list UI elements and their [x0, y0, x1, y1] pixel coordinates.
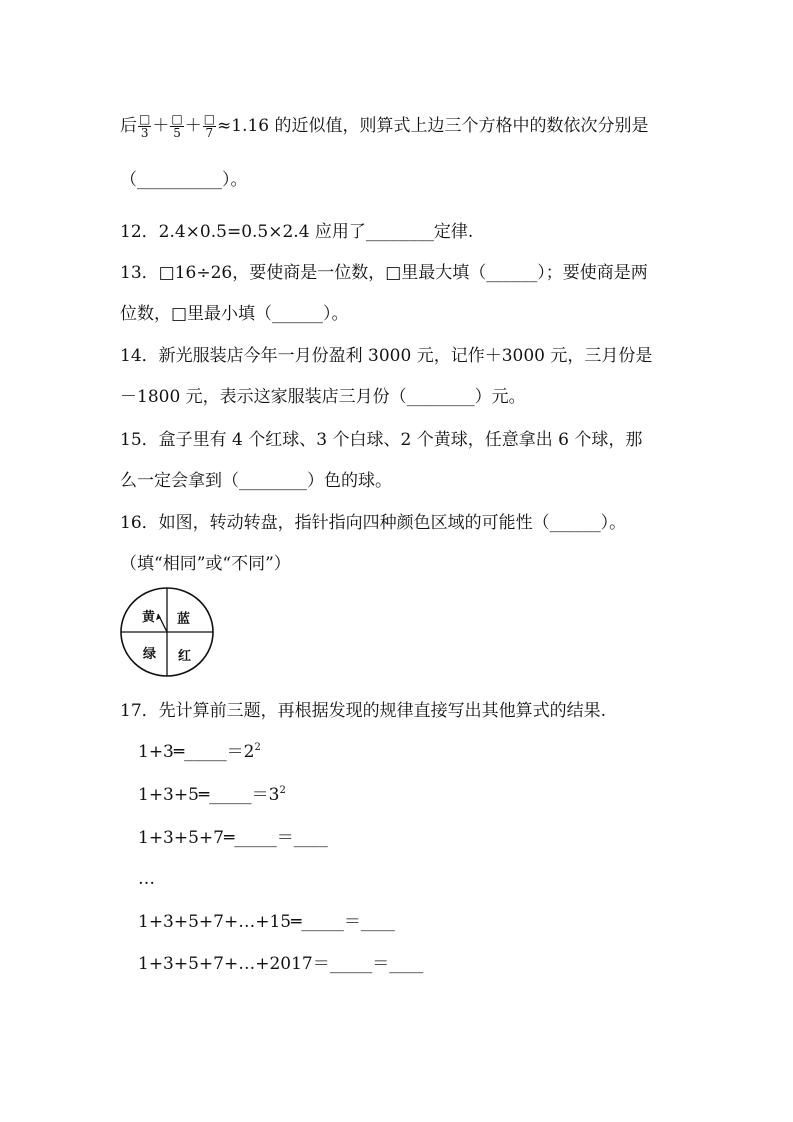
q17-row [138, 740, 261, 764]
q11-line1 [120, 113, 649, 140]
q11-prefix: 后 [120, 116, 137, 136]
q14-line2: －1800 元，表示这家服装店三月份（________）元。 [120, 387, 526, 407]
fraction-denominator: 3 [140, 126, 149, 140]
fraction-numerator: □ [171, 112, 183, 126]
q17-row-text: 1+3+5+7+…+2017＝_____＝____ [138, 954, 424, 974]
q17-row-exponent: 2 [254, 742, 261, 753]
spinner-diagram [120, 587, 216, 679]
q11-suffix: ≈1.16 的近似值，则算式上边三个方格中的数依次分别是 [217, 116, 649, 136]
q17-row [138, 910, 395, 934]
q12-text: 12．2.4×0.5=0.5×2.4 应用了________定律. [120, 222, 474, 242]
plus-sign: ＋ [184, 116, 202, 136]
q17-row [138, 952, 423, 976]
q17-row-text: … [138, 869, 155, 889]
fraction [203, 113, 216, 140]
q15-line2: 么一定会拿到（________）色的球。 [120, 471, 392, 491]
q16-line2: （填“相同”或“不同”） [120, 554, 291, 574]
spinner-label-yellow: 黄 [142, 610, 156, 625]
fraction-denominator: 5 [173, 126, 181, 140]
fraction [170, 113, 183, 140]
q14-line1: 14．新光服装店今年一月份盈利 3000 元，记作＋3000 元，三月份是 [120, 346, 653, 366]
spinner-label-blue: 蓝 [177, 612, 191, 627]
q17-row-text: 1+3+5═_____＝3 [138, 785, 280, 805]
q16-line1: 16．如图，转动转盘，指针指向四种颜色区域的可能性（______）。 [120, 513, 627, 533]
fraction [138, 113, 151, 140]
q17-intro: 17．先计算前三题，再根据发现的规律直接写出其他算式的结果. [120, 701, 607, 721]
q17-row [138, 826, 328, 850]
q11-line2: （__________）。 [120, 170, 248, 190]
q13-line2: 位数，□里最小填（______）。 [120, 304, 349, 324]
q17-row-text: 1+3+5+7+…+15═_____＝____ [138, 912, 395, 932]
q17-row [138, 783, 286, 807]
fraction-denominator: 7 [205, 126, 214, 140]
q13-line1: 13．□16÷26，要使商是一位数，□里最大填（______）；要使商是两 [120, 263, 648, 283]
fraction-numerator: □ [139, 112, 151, 126]
q17-row [138, 867, 155, 891]
plus-sign: ＋ [152, 116, 170, 136]
spinner-label-red: 红 [178, 649, 192, 664]
spinner-label-green: 绿 [143, 647, 157, 662]
q15-line1: 15．盒子里有 4 个红球、3 个白球、2 个黄球，任意拿出 6 个球，那 [120, 430, 643, 450]
q17-row-exponent: 2 [279, 785, 286, 796]
q17-row-text: 1+3═_____＝2 [138, 742, 255, 762]
q17-row-text: 1+3+5+7═_____＝____ [138, 828, 328, 848]
fraction-numerator: □ [203, 112, 216, 126]
